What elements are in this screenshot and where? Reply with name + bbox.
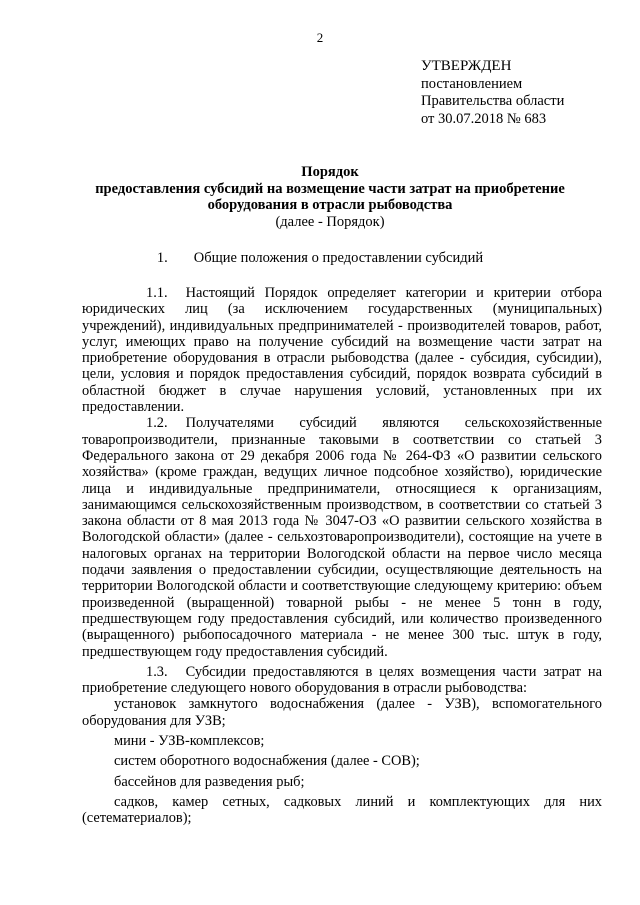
list-item: установок замкнутого водоснабжения (далее - УЗВ), вспомогательного оборудования для УЗВ;: [82, 696, 602, 729]
clause-text: Субсидии предоставляются в целях возмещения части затрат на приобретение следующего нового оборудования в отрасли рыбоводства:: [82, 663, 602, 697]
list-item: систем оборотного водоснабжения (далее - СОВ);: [114, 753, 420, 770]
clause-number: 1.3.: [146, 663, 168, 680]
clause-text: Настоящий Порядок определяет категории и критерии отбора юридических лиц (за исключением государственных (муниципальных) учреждений), индивидуальных предпринимателей - производителей товаров, работ, услуг, имеющих право на получение субсидий на возмещение части затрат на приобретение оборудования в отрасли рыбоводства (далее - субсидия, субсидии), цели, условия и порядок предоставления субсидий, порядок возврата субсидий в областной бюджет в случае нарушения условий, установленных при их предоставлении.: [82, 285, 602, 416]
clause-1-1: [82, 285, 602, 415]
list-item: бассейнов для разведения рыб;: [114, 773, 305, 790]
clause-1-2: [82, 415, 602, 659]
document-title: Порядок: [301, 164, 359, 180]
clause-1-3: [82, 664, 602, 697]
approval-stamp-word: УТВЕРЖДЕН: [421, 58, 512, 74]
clause-number: 1.2.: [146, 415, 168, 432]
page-number: 2: [316, 30, 324, 45]
approval-block: [421, 58, 631, 128]
section-heading: [0, 250, 640, 267]
document-subtitle-line-2: оборудования в отрасли рыбоводства: [207, 197, 453, 213]
document-short-name: (далее - Порядок): [275, 213, 385, 230]
document-body: [82, 285, 602, 827]
approval-line-3: от 30.07.2018 № 683: [421, 110, 547, 127]
approval-line-2: Правительства области: [421, 93, 565, 109]
section-number: 1.: [156, 250, 168, 266]
document-heading: [40, 164, 620, 230]
section-title: Общие положения о предоставлении субсидий: [193, 250, 484, 266]
clause-text: Получателями субсидий являются сельскохозяйственные товаропроизводители, признанные таковыми в соответствии со статьей 3 Федерального закона от 29 декабря 2006 года № 264-ФЗ «О развитии сельского хозяйства» (кроме граждан, ведущих личное подсобное хозяйство), юридические лица и индивидуальные предприниматели, относящиеся к организациям, занимающимся сельскохозяйственным производством, в соответствии со статьей 3 закона области от 8 мая 2013 года № 3047-ОЗ «О развитии сельского хозяйства в Вологодской области» (далее - сельхозтоваропроизводители), состоящие на учете в налоговых органах на территории Вологодской области на первое число месяца подачи заявления о предоставлении субсидии, осуществляющие деятельность на территории Вологодской области и соответствующие следующему критерию: объем произведенной (выращенной) товарной рыбы - не менее 5 тонн в году, предшествующем году предоставления субсидий, или количество произведенного (выращенного) рыбопосадочного материала - не менее 300 тыс. штук в году, предшествующем году предоставления субсидий.: [82, 415, 602, 660]
clause-number: 1.1.: [146, 285, 168, 301]
list-item: мини - УЗВ-комплексов;: [114, 733, 265, 750]
approval-line-1: постановлением: [421, 75, 523, 92]
document-subtitle-line-1: предоставления субсидий на возмещение части затрат на приобретение: [95, 180, 565, 197]
list-item: садков, камер сетных, садковых линий и комплектующих для них (сетематериалов);: [82, 793, 602, 827]
